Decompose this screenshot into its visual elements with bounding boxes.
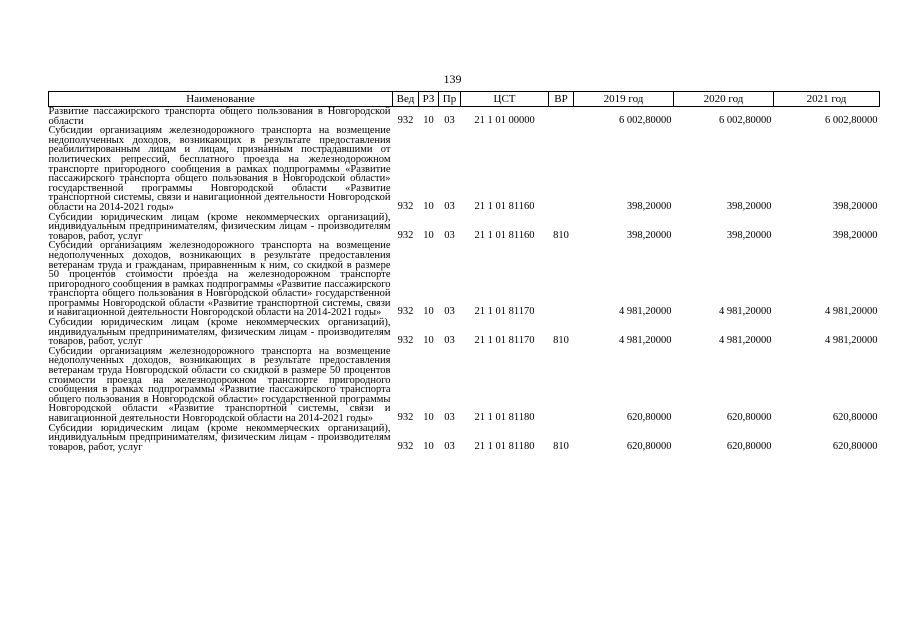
header-vr: ВР [549, 92, 574, 107]
row-2021: 4 981,20000 [825, 335, 878, 347]
table-row [49, 424, 880, 453]
row-name: Субсидии организациям железнодорожного транспорта на возмещение недополученных доходов, возникающих в результате предоставления ветеранам труда Новгородской области со скидкой в размере 50 процентов стоимости проезда на железнодорожном транспорте пригородного сообщения в рамках подпрограммы «Развитие пассажирского транспорта общего пользования в Новгородской области» государственной программы Новгородской области «Развитие транспортной системы, связи и навигационной деятельности Новгородской области на 2014-2021 годы» [48, 345, 391, 424]
table-row [49, 126, 880, 212]
row-2020: 4 981,20000 [719, 306, 772, 318]
row-2021: 620,80000 [832, 412, 878, 423]
row-2019: 398,20000 [626, 229, 672, 241]
row-pr: 03 [444, 440, 455, 452]
header-pr: Пр [439, 92, 461, 107]
row-ved: 932 [397, 306, 414, 318]
row-cst: 21 1 01 00000 [474, 114, 535, 126]
row-ved: 932 [397, 114, 414, 126]
row-name: Субсидии юридическим лицам (кроме некоммерческих организаций), индивидуальным предпринимателям, физическим лицам - производителям товаров, работ, услуг [48, 211, 391, 242]
row-cst: 21 1 01 81160 [474, 200, 535, 212]
row-vr [549, 107, 574, 127]
table-row [49, 318, 880, 347]
row-2021: 6 002,80000 [825, 114, 878, 126]
row-rz: 10 [423, 229, 434, 241]
row-name: Субсидии организациям железнодорожного транспорта на возмещение недополученных доходов, возникающих в результате предоставления ветеранам труда и гражданам, приравненным к ним, со скидкой в размере 50 процентов стоимости проезда на железнодорожном транспорте пригородного сообщения в рамках подпрограммы «Развитие пассажирского транспорта общего пользования в Новгородской области» государственной программы Новгородской области «Развитие транспортной системы, связи и навигационной деятельности Новгородской области на 2014-2021 годы» [48, 240, 391, 319]
row-2020: 620,80000 [726, 412, 772, 423]
row-vr: 810 [553, 229, 569, 241]
row-2019: 4 981,20000 [619, 306, 672, 318]
row-pr: 03 [444, 200, 455, 212]
page-number: 139 [443, 72, 462, 86]
row-2019: 620,80000 [626, 440, 672, 452]
table-body [49, 107, 880, 453]
row-2019: 6 002,80000 [619, 114, 672, 126]
row-ved: 932 [397, 200, 414, 212]
header-2020: 2020 год [674, 92, 774, 107]
row-pr: 03 [444, 229, 455, 241]
row-2021: 620,80000 [832, 440, 878, 452]
header-name: Наименование [49, 92, 393, 107]
row-rz: 10 [423, 200, 434, 212]
header-2019: 2019 год [574, 92, 674, 107]
table-row [49, 241, 880, 318]
row-vr: 810 [553, 335, 569, 347]
row-rz: 10 [423, 114, 434, 126]
row-2021: 4 981,20000 [825, 306, 878, 318]
row-rz: 10 [423, 306, 434, 318]
row-pr: 03 [444, 114, 455, 126]
row-2020: 620,80000 [726, 440, 772, 452]
row-ved: 932 [397, 229, 414, 241]
row-2019: 4 981,20000 [619, 335, 672, 347]
row-2019: 398,20000 [626, 200, 672, 212]
row-rz: 10 [423, 440, 434, 452]
row-name: Субсидии юридическим лицам (кроме некоммерческих организаций), индивидуальным предпринимателям, физическим лицам - производителям товаров, работ, услуг [48, 422, 391, 453]
budget-table [48, 91, 880, 452]
row-ved: 932 [397, 335, 414, 347]
row-2021: 398,20000 [832, 229, 878, 241]
header-2021: 2021 год [774, 92, 880, 107]
row-cst: 21 1 01 81160 [474, 229, 535, 241]
row-cst: 21 1 01 81170 [474, 306, 535, 318]
row-rz: 10 [423, 412, 434, 423]
row-2020: 4 981,20000 [719, 335, 772, 347]
row-ved: 932 [397, 412, 414, 423]
row-vr: 810 [553, 440, 569, 452]
row-vr [549, 126, 574, 212]
row-name: Развитие пассажирского транспорта общего пользования в Новгородской области [48, 106, 391, 127]
row-2019: 620,80000 [626, 412, 672, 423]
row-2020: 6 002,80000 [719, 114, 772, 126]
row-2020: 398,20000 [726, 229, 772, 241]
row-name: Субсидии юридическим лицам (кроме некоммерческих организаций), индивидуальным предпринимателям, физическим лицам - производителям товаров, работ, услуг [48, 317, 391, 348]
row-ved: 932 [397, 440, 414, 452]
row-2020: 398,20000 [726, 200, 772, 212]
row-2021: 398,20000 [832, 200, 878, 212]
header-cst: ЦСТ [461, 92, 549, 107]
table-row [49, 213, 880, 242]
row-vr [549, 347, 574, 424]
header-rz: РЗ [419, 92, 439, 107]
row-rz: 10 [423, 335, 434, 347]
row-vr [549, 241, 574, 318]
table-row [49, 347, 880, 424]
table-row [49, 107, 880, 127]
row-cst: 21 1 01 81170 [474, 335, 535, 347]
row-pr: 03 [444, 412, 455, 423]
row-pr: 03 [444, 335, 455, 347]
row-name: Субсидии организациям железнодорожного транспорта на возмещение недополученных доходов, возникающих в результате предоставления реабилитированным лицам и лицам, признанным пострадавшими от политических репрессий, бесплатного проезда на железнодорожном транспорте пригородного сообщения в рамках подпрограммы «Развитие пассажирского транспорта общего пользования в Новгородской области» государственной программы Новгородской области «Развитие транспортной системы, связи и навигационной деятельности Новгородской области на 2014-2021 годы» [48, 125, 391, 213]
table-header-row [49, 92, 880, 107]
row-cst: 21 1 01 81180 [474, 440, 535, 452]
row-cst: 21 1 01 81180 [474, 412, 535, 423]
header-ved: Вед [393, 92, 419, 107]
row-pr: 03 [444, 306, 455, 318]
